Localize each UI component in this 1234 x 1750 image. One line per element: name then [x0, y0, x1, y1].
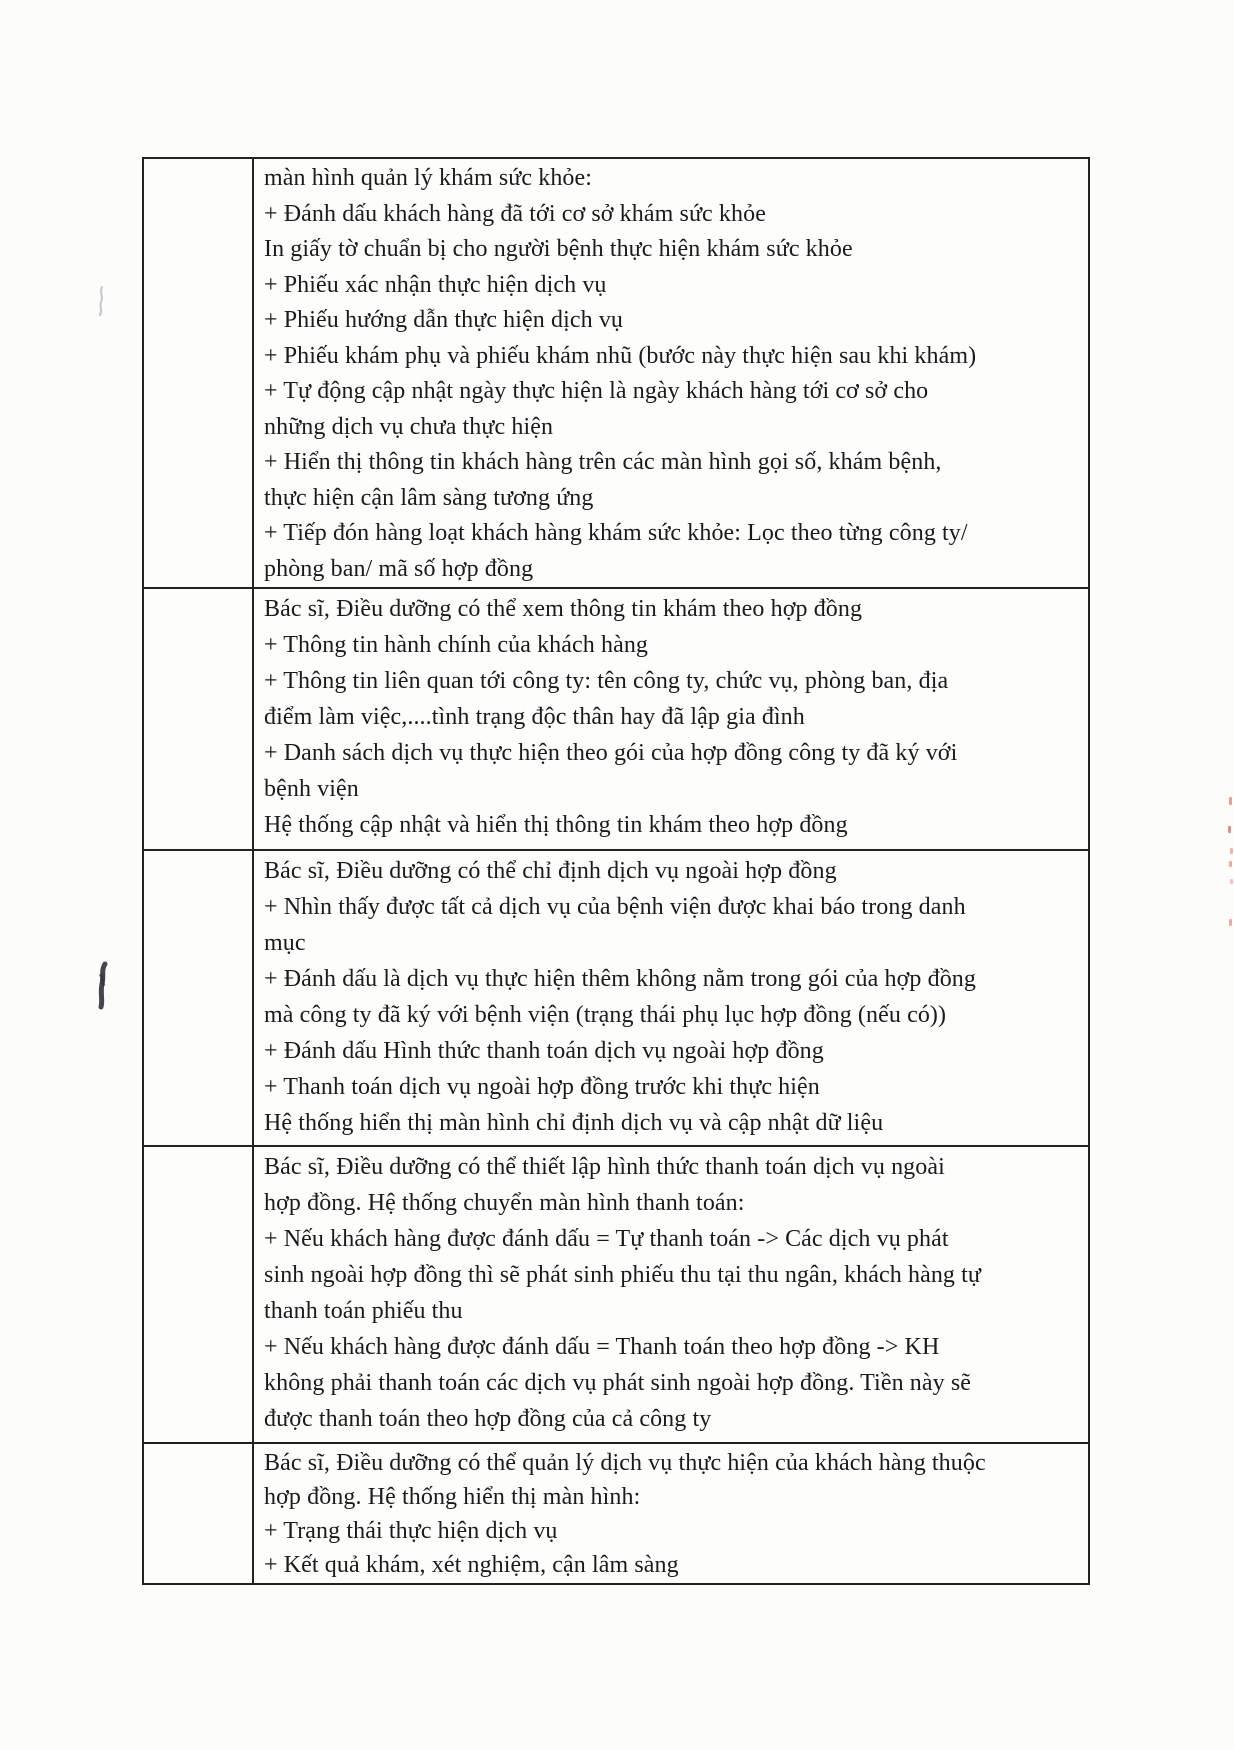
- text-line: + Trạng thái thực hiện dịch vụ: [264, 1518, 558, 1544]
- text-line: bệnh viện: [264, 776, 359, 802]
- text-line: + Đánh dấu Hình thức thanh toán dịch vụ ngoài hợp đồng: [264, 1038, 824, 1064]
- text-line: + Phiếu xác nhận thực hiện dịch vụ: [264, 271, 607, 298]
- row-content-cell: [254, 159, 1088, 587]
- scan-edge-artifact: [1228, 826, 1231, 833]
- row-content-cell: [254, 851, 1088, 1145]
- text-line: + Thông tin hành chính của khách hàng: [264, 632, 649, 658]
- text-line: Hệ thống hiển thị màn hình chỉ định dịch vụ và cập nhật dữ liệu: [264, 1110, 884, 1136]
- row-number-cell: [144, 589, 254, 849]
- text-line: + Thanh toán dịch vụ ngoài hợp đồng trước khi thực hiện: [264, 1074, 820, 1100]
- ink-pen-mark: [90, 960, 116, 1012]
- text-line: hợp đồng. Hệ thống chuyển màn hình thanh toán:: [264, 1190, 745, 1216]
- scan-edge-artifact: [1230, 848, 1233, 854]
- scan-edge-artifact: [1229, 919, 1232, 926]
- text-line: Bác sĩ, Điều dưỡng có thể xem thông tin khám theo hợp đồng: [264, 596, 863, 622]
- text-line: + Nếu khách hàng được đánh dấu = Thanh toán theo hợp đồng -> KH: [264, 1334, 940, 1360]
- scan-edge-artifact: [1229, 797, 1232, 805]
- text-line: + Danh sách dịch vụ thực hiện theo gói của hợp đồng công ty đã ký với: [264, 740, 958, 766]
- text-line: điểm làm việc,....tình trạng độc thân hay đã lập gia đình: [264, 704, 805, 730]
- text-line: In giấy tờ chuẩn bị cho người bệnh thực hiện khám sức khỏe: [264, 236, 853, 262]
- table-row: [144, 851, 1088, 1147]
- requirements-table: [142, 157, 1090, 1585]
- row-number-cell: [144, 851, 254, 1145]
- text-line: + Kết quả khám, xét nghiệm, cận lâm sàng: [264, 1552, 679, 1578]
- text-line: màn hình quản lý khám sức khỏe:: [264, 165, 593, 191]
- text-line: hợp đồng. Hệ thống hiển thị màn hình:: [264, 1484, 641, 1510]
- table-row: [144, 589, 1088, 851]
- row-content-cell: [254, 589, 1088, 849]
- row-number-cell: [144, 1147, 254, 1442]
- text-line: + Phiếu khám phụ và phiếu khám nhũ (bước này thực hiện sau khi khám): [264, 342, 977, 369]
- text-line: Hệ thống cập nhật và hiển thị thông tin khám theo hợp đồng: [264, 812, 848, 838]
- row-content-cell: [254, 1147, 1088, 1442]
- row-number-cell: [144, 159, 254, 587]
- text-line: sinh ngoài hợp đồng thì sẽ phát sinh phiếu thu tại thu ngân, khách hàng tự: [264, 1262, 982, 1288]
- text-line: phòng ban/ mã số hợp đồng: [264, 555, 534, 582]
- text-line: những dịch vụ chưa thực hiện: [264, 413, 554, 440]
- text-line: + Đánh dấu khách hàng đã tới cơ sở khám sức khỏe: [264, 200, 766, 227]
- text-line: + Đánh dấu là dịch vụ thực hiện thêm không nằm trong gói của hợp đồng: [264, 966, 976, 992]
- text-line: Bác sĩ, Điều dưỡng có thể chỉ định dịch vụ ngoài hợp đồng: [264, 858, 837, 884]
- scan-edge-artifact: [1230, 879, 1233, 884]
- text-line: mục: [264, 930, 306, 956]
- text-line: Bác sĩ, Điều dưỡng có thể quản lý dịch vụ thực hiện của khách hàng thuộc: [264, 1450, 986, 1476]
- text-line: thanh toán phiếu thu: [264, 1298, 463, 1324]
- table-row: [144, 1147, 1088, 1444]
- row-number-cell: [144, 1444, 254, 1583]
- scan-edge-artifact: [1229, 861, 1232, 867]
- text-line: + Tiếp đón hàng loạt khách hàng khám sức khỏe: Lọc theo từng công ty/: [264, 520, 968, 546]
- text-line: + Hiển thị thông tin khách hàng trên các màn hình gọi số, khám bệnh,: [264, 449, 942, 475]
- table-row: [144, 1444, 1088, 1583]
- text-line: Bác sĩ, Điều dưỡng có thể thiết lập hình thức thanh toán dịch vụ ngoài: [264, 1154, 945, 1180]
- text-line: + Nếu khách hàng được đánh dấu = Tự thanh toán -> Các dịch vụ phát: [264, 1226, 949, 1252]
- text-line: thực hiện cận lâm sàng tương ứng: [264, 484, 594, 511]
- text-line: mà công ty đã ký với bệnh viện (trạng thái phụ lục hợp đồng (nếu có)): [264, 1002, 947, 1028]
- text-line: được thanh toán theo hợp đồng của cả công ty: [264, 1406, 712, 1432]
- text-line: + Nhìn thấy được tất cả dịch vụ của bệnh viện được khai báo trong danh: [264, 894, 966, 920]
- text-line: + Thông tin liên quan tới công ty: tên công ty, chức vụ, phòng ban, địa: [264, 668, 949, 694]
- text-line: + Tự động cập nhật ngày thực hiện là ngày khách hàng tới cơ sở cho: [264, 378, 929, 404]
- text-line: không phải thanh toán các dịch vụ phát sinh ngoài hợp đồng. Tiền này sẽ: [264, 1370, 972, 1396]
- table-row: [144, 159, 1088, 589]
- row-content-cell: [254, 1444, 1088, 1583]
- faint-pen-mark: [92, 284, 112, 318]
- text-line: + Phiếu hướng dẫn thực hiện dịch vụ: [264, 307, 624, 333]
